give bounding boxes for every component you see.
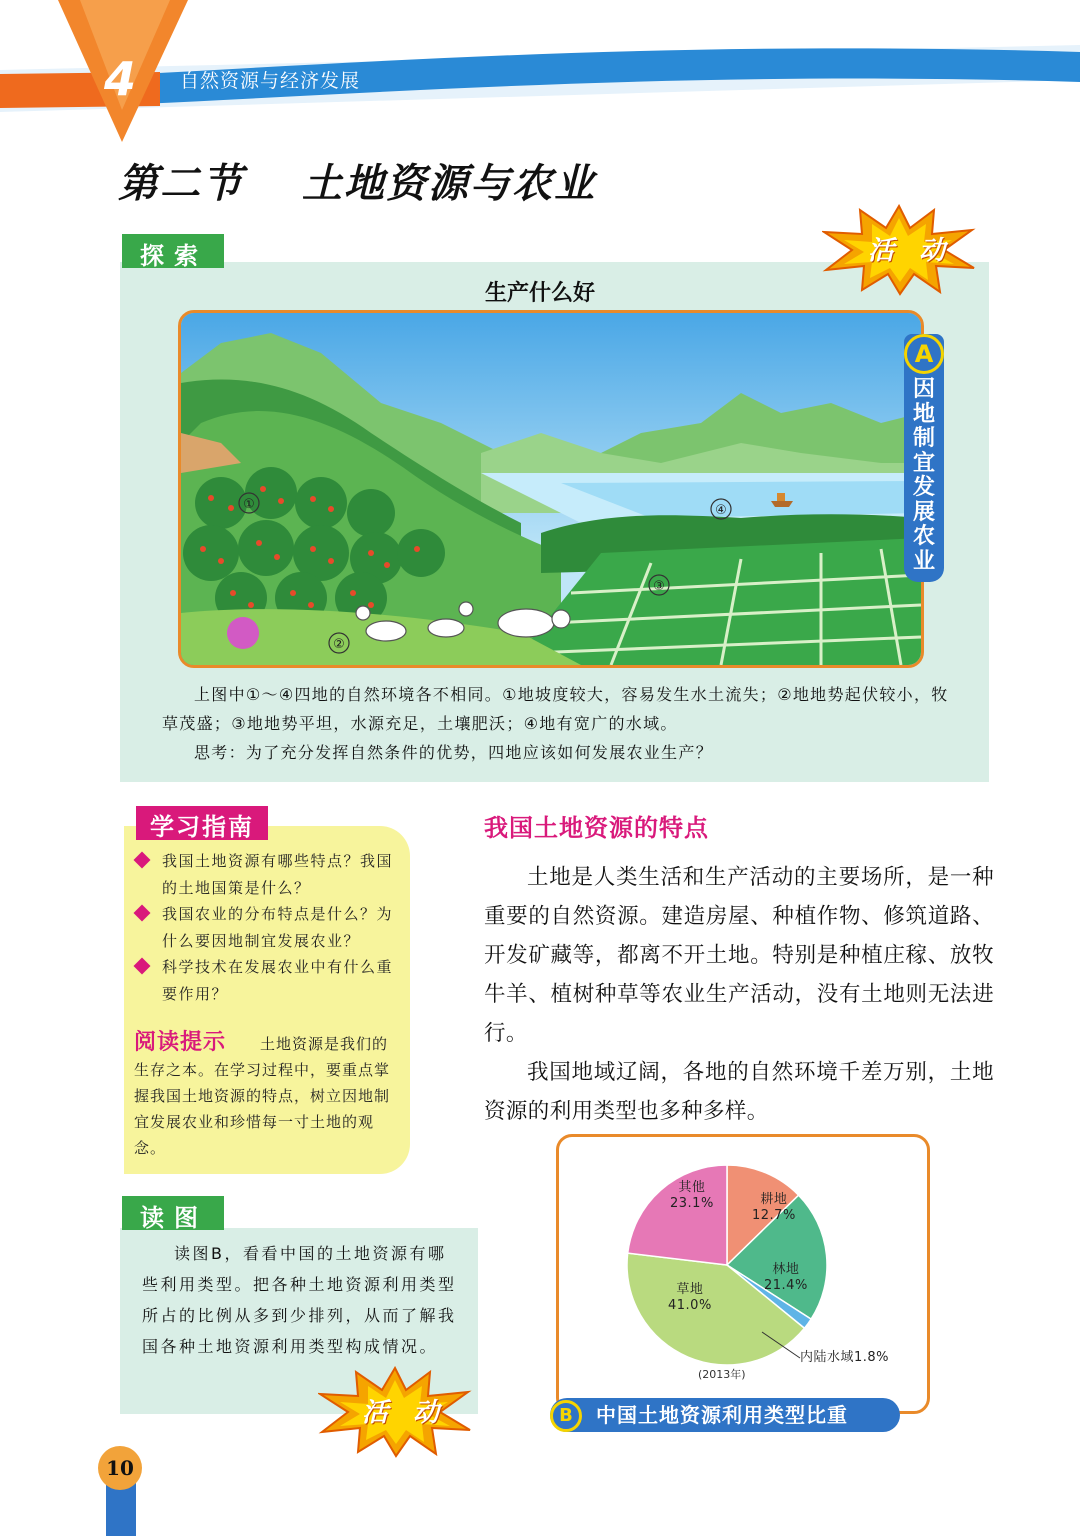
marker-2: ②	[333, 637, 345, 652]
pie-label-cropland	[752, 1192, 796, 1224]
explore-activity-label: 活 动	[868, 236, 954, 266]
scene-illustration	[178, 310, 924, 668]
chapter-title: 自然资源与经济发展	[180, 70, 361, 92]
header-band	[0, 0, 1080, 150]
explore-tag: 探索	[122, 234, 224, 268]
study-guide-tag: 学习指南	[136, 806, 268, 840]
pie-label-other	[670, 1180, 714, 1212]
body-paragraph: 我国地域辽阔，各地的自然环境千差万别，土地资源的利用类型也多种多样。	[484, 1060, 994, 1124]
figure-a-badge: A	[904, 334, 944, 374]
figure-b-badge: B	[550, 1400, 582, 1432]
list-item: 科学技术在发展农业中有什么重要作用？	[134, 954, 402, 1007]
marker-3: ③	[653, 579, 665, 594]
explore-description	[162, 680, 952, 767]
read-map-paragraph: 读图B，看看中国的土地资源有哪些利用类型。把各种土地资源利用类型所占的比例从多到少排列，从而了解我国各种土地资源利用类型构成情况。	[142, 1244, 457, 1356]
body-paragraph: 土地是人类生活和生产活动的主要场所，是一种重要的自然资源。建造房屋、种植作物、修筑道路、开发矿藏等，都离不开土地。特别是种植庄稼、放牧牛羊、植树种草等农业生产活动，没有土地则无法进行。	[484, 865, 994, 1046]
leader-line	[760, 1330, 810, 1364]
section-label: 第二节	[118, 161, 244, 207]
pie-label-forest	[764, 1262, 808, 1294]
pie-label-grassland-value: 41.0%	[668, 1298, 712, 1313]
pie-label-inland-water: 内陆水域1.8%	[800, 1350, 890, 1365]
study-guide-list	[134, 848, 402, 1007]
pie-label-other-name: 其他	[678, 1180, 706, 1195]
marker-4: ④	[715, 503, 727, 518]
figure-b-caption: 中国土地资源利用类型比重	[550, 1398, 900, 1432]
pie-label-grassland	[668, 1282, 712, 1314]
reading-hint	[134, 1030, 400, 1161]
explore-paragraph: 上图中①～④四地的自然环境各不相同。①地坡度较大，容易发生水土流失；②地地势起伏较小，牧草茂盛；③地地势平坦，水源充足，土壤肥沃；④地有宽广的水域。	[162, 685, 949, 733]
chart-year: (2013年)	[698, 1368, 746, 1381]
body-text	[484, 858, 994, 1131]
figure-a-title: 因地制宜发展农业	[912, 377, 935, 574]
pie-label-grassland-name: 草地	[676, 1282, 704, 1297]
pie-label-forest-value: 21.4%	[764, 1278, 808, 1293]
section-subheading: 我国土地资源的特点	[484, 814, 709, 842]
pie-label-cropland-value: 12.7%	[752, 1208, 796, 1223]
explore-question: 思考：为了充分发挥自然条件的优势，四地应该如何发展农业生产？	[194, 743, 714, 762]
section-title	[118, 152, 596, 209]
read-map-tag: 读图	[122, 1196, 224, 1230]
list-item: 我国农业的分布特点是什么？为什么要因地制宜发展农业？	[134, 901, 402, 954]
read-map-text	[142, 1238, 462, 1362]
reading-hint-label: 阅读提示	[134, 1030, 227, 1055]
reading-hint-text: 土地资源是我们的生存之本。在学习过程中，要重点掌握我国土地资源的特点，树立因地制宜发展农业和珍惜每一寸土地的观念。	[134, 1035, 391, 1157]
scene-title: 生产什么好	[484, 281, 595, 306]
read-map-activity-label: 活 动	[362, 1398, 448, 1428]
chapter-number: 4	[104, 52, 137, 106]
list-item: 我国土地资源有哪些特点？我国的土地国策是什么？	[134, 848, 402, 901]
marker-1: ①	[243, 497, 255, 512]
page-number: 10	[98, 1446, 142, 1490]
pie-label-forest-name: 林地	[772, 1262, 800, 1277]
section-name: 土地资源与农业	[302, 161, 596, 207]
pie-label-cropland-name: 耕地	[760, 1192, 788, 1207]
pie-label-other-value: 23.1%	[670, 1196, 714, 1211]
